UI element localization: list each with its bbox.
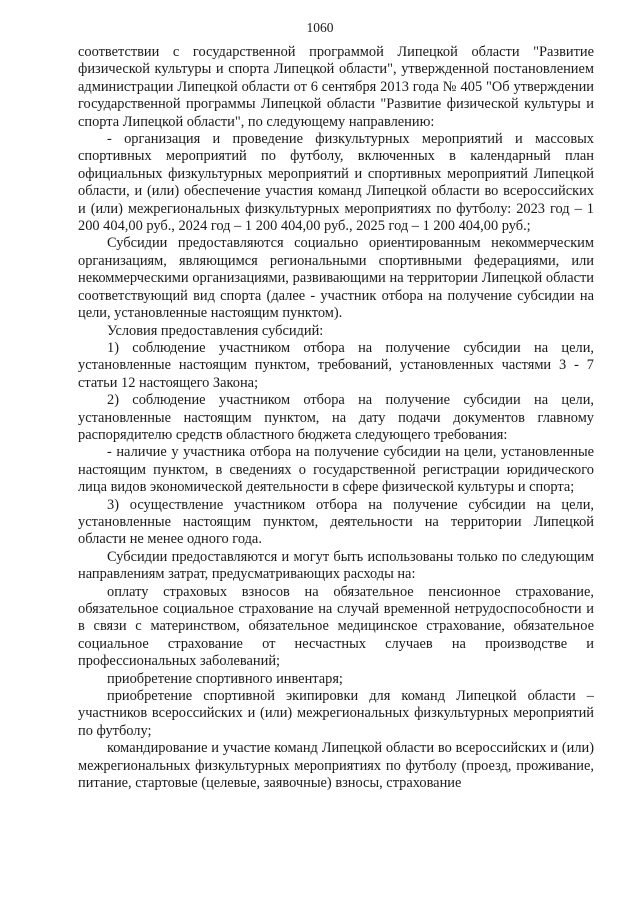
paragraph-conditions-heading: Условия предоставления субсидий: — [107, 322, 324, 339]
paragraph-condition-2-requirement: - наличие у участника отбора на получение субсидии на цели, установленные настоящим пунктом, в сведениях о государственной регистрации юридического лица видов экономической деятельности в сфере физической культуры и спорта; — [78, 444, 594, 496]
paragraph-direction-football-events: - организация и проведение физкультурных мероприятий и массовых спортивных мероприятий по футболу, включенных в календарный план официальных физкультурных мероприятий и спортивных мероприятий Липецкой области, и (или) обеспечение участия команд Липецкой области во всероссийских и (или) межрегиональных физкультурных мероприятиях по футболу: 2023 год – 1 200 404,00 руб., 2024 год – 1 200 404,00 руб., 2025 год – 1 200 404,00 руб.; — [78, 131, 594, 235]
page-number: 1060 — [306, 20, 334, 35]
paragraph-condition-3: 3) осуществление участником отбора на получение субсидии на цели, установленные настоящим пунктом, деятельности на территории Липецкой области не менее одного года. — [78, 496, 594, 548]
paragraph-expense-insurance: оплату страховых взносов на обязательное пенсионное страхование, обязательное социальное страхование на случай временной нетрудоспособности и в связи с материнством, обязательное медицинское страхование, обязательное социальное страхование от несчастных случаев на производстве и профессиональных заболеваний; — [78, 583, 594, 670]
paragraph-condition-1: 1) соблюдение участником отбора на получение субсидии на цели, установленные настоящим пунктом, требований, установленных частями 3 - 7 статьи 12 настоящего Закона; — [78, 339, 594, 391]
paragraph-expense-equipment: приобретение спортивной экипировки для команд Липецкой области – участников всероссийских и (или) межрегиональных физкультурных мероприятий по футболу; — [78, 688, 594, 739]
paragraph-program-reference: соответствии с государственной программой Липецкой области "Развитие физической культуры и спорта Липецкой области", утвержденной постановлением администрации Липецкой области от 6 сентября 2013 года № 405 "Об утверждении государственной программы Липецкой области "Развитие физической культуры и спорта Липецкой области", по следующему направлению: — [78, 44, 594, 130]
paragraph-expense-directions: Субсидии предоставляются и могут быть использованы только по следующим направлениям затрат, предусматривающих расходы на: — [78, 548, 594, 583]
paragraph-expense-inventory: приобретение спортивного инвентаря; — [107, 670, 343, 687]
paragraph-expense-travel: командирование и участие команд Липецкой области во всероссийских и (или) межрегиональных физкультурных мероприятиях по футболу (проезд, проживание, питание, стартовые (целевые, заявочные) взносы, страхование — [78, 740, 594, 792]
paragraph-condition-2: 2) соблюдение участником отбора на получение субсидии на цели, установленные настоящим пунктом, на дату подачи документов главному распорядителю средств областного бюджета следующего требования: — [78, 392, 594, 443]
document-body — [78, 44, 594, 792]
paragraph-subsidy-recipients: Субсидии предоставляются социально ориентированным некоммерческим организациям, являющимся региональными спортивными федерациями, или некоммерческими организациями, развивающими на территории Липецкой области соответствующий вид спорта (далее - участник отбора на получение субсидии на цели, установленные настоящим пунктом). — [78, 235, 594, 322]
